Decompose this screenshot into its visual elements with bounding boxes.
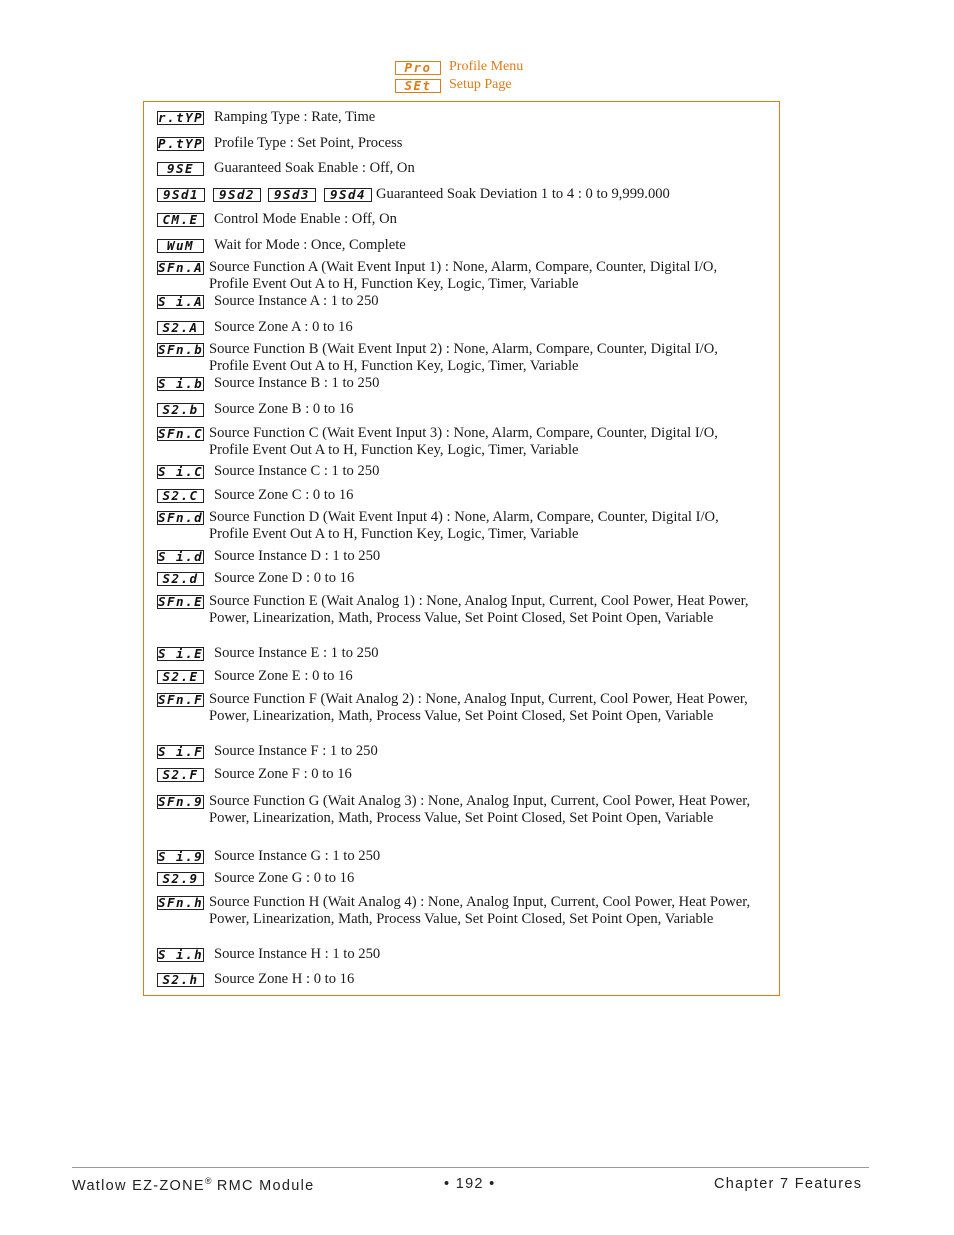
param-description: Source Zone H : 0 to 16 <box>214 971 355 987</box>
footer-divider <box>72 1167 869 1168</box>
lcd-code-icon: S2.b <box>157 403 204 417</box>
param-description: Source Function E (Wait Analog 1) : None, Analog Input, Current, Cool Power, Heat Power, Power, Linearization, Math, Process Value, Set Point Closed, Set Point Open, Variable <box>209 593 749 626</box>
lcd-code-icon: Pro <box>395 61 441 75</box>
param-description: Source Function H (Wait Analog 4) : None, Analog Input, Current, Cool Power, Heat Power, Power, Linearization, Math, Process Value, Set Point Closed, Set Point Open, Variable <box>209 894 751 927</box>
param-description: Guaranteed Soak Enable : Off, On <box>214 160 415 176</box>
lcd-code-icon: S2.d <box>157 572 204 586</box>
param-description: Source Zone F : 0 to 16 <box>214 766 352 782</box>
menu-legend <box>395 58 523 94</box>
lcd-code-icon: SFn.F <box>158 692 204 707</box>
param-description: Source Instance B : 1 to 250 <box>214 375 380 391</box>
lcd-code-icon: SFn.C <box>158 426 204 441</box>
registered-mark: ® <box>204 1176 212 1186</box>
param-description: Source Instance D : 1 to 250 <box>214 548 381 564</box>
lcd-code-icon: S i.b <box>158 376 204 391</box>
footer-chapter: Chapter 7 Features <box>714 1176 863 1192</box>
param-description: Profile Type : Set Point, Process <box>214 135 403 151</box>
param-description: Control Mode Enable : Off, On <box>214 211 397 227</box>
param-description: Source Function B (Wait Event Input 2) : None, Alarm, Compare, Counter, Digital I/O, Profile Event Out A to H, Function Key, Logic, Timer, Variable <box>209 341 718 374</box>
param-description: Source Function C (Wait Event Input 3) : None, Alarm, Compare, Counter, Digital I/O, Profile Event Out A to H, Function Key, Logic, Timer, Variable <box>209 425 718 458</box>
lcd-code-icon: 9Sd3 <box>268 188 316 202</box>
legend-label: Profile Menu <box>449 59 524 74</box>
lcd-code-icon: S i.9 <box>158 849 204 864</box>
legend-label: Setup Page <box>449 77 512 92</box>
legend-profile-menu <box>395 58 523 76</box>
lcd-code-icon: SFn.E <box>158 594 204 609</box>
param-description: Source Zone G : 0 to 16 <box>214 870 355 886</box>
param-description: Source Instance A : 1 to 250 <box>214 293 379 309</box>
lcd-code-icon: S2.C <box>157 489 204 503</box>
param-description: Source Zone C : 0 to 16 <box>214 487 354 503</box>
lcd-code-icon: S2.F <box>157 768 204 782</box>
lcd-code-icon: S i.A <box>158 294 204 309</box>
lcd-code-icon: S i.E <box>158 646 204 661</box>
lcd-code-icon: 9Sd2 <box>213 188 261 202</box>
lcd-code-icon: S i.C <box>158 464 204 479</box>
param-description: Source Zone E : 0 to 16 <box>214 668 353 684</box>
lcd-code-icon: 9Sd1 <box>157 188 205 202</box>
lcd-code-icon: SFn.h <box>158 895 204 910</box>
lcd-code-icon: SFn.9 <box>158 794 204 809</box>
lcd-code-icon: S2.E <box>157 670 204 684</box>
param-description: Ramping Type : Rate, Time <box>214 109 376 125</box>
param-description: Source Function A (Wait Event Input 1) : None, Alarm, Compare, Counter, Digital I/O, Profile Event Out A to H, Function Key, Logic, Timer, Variable <box>209 259 718 292</box>
lcd-code-icon: S i.d <box>158 549 204 564</box>
lcd-code-icon: 9Sd4 <box>324 188 372 202</box>
param-description: Source Instance C : 1 to 250 <box>214 463 380 479</box>
param-description: Source Instance G : 1 to 250 <box>214 848 381 864</box>
lcd-code-icon: SEt <box>395 79 441 93</box>
lcd-code-icon: S2.9 <box>157 872 204 886</box>
lcd-code-icon: S i.h <box>158 947 204 962</box>
param-description: Source Function G (Wait Analog 3) : None, Analog Input, Current, Cool Power, Heat Power, Power, Linearization, Math, Process Value, Set Point Closed, Set Point Open, Variable <box>209 793 751 826</box>
lcd-code-icon: WuM <box>157 239 204 253</box>
param-description: Source Function F (Wait Analog 2) : None, Analog Input, Current, Cool Power, Heat Power, Power, Linearization, Math, Process Value, Set Point Closed, Set Point Open, Variable <box>209 691 748 724</box>
param-description: Wait for Mode : Once, Complete <box>214 237 406 253</box>
param-description: Source Instance E : 1 to 250 <box>214 645 379 661</box>
lcd-code-icon: S2.h <box>157 973 204 987</box>
param-description: Source Zone A : 0 to 16 <box>214 319 353 335</box>
param-description: Source Instance H : 1 to 250 <box>214 946 381 962</box>
lcd-code-icon: SFn.A <box>158 260 204 275</box>
page-number: • 192 • <box>444 1176 496 1192</box>
lcd-code-icon: SFn.b <box>158 342 204 357</box>
lcd-code-icon: S i.F <box>158 744 204 759</box>
param-description: Guaranteed Soak Deviation 1 to 4 : 0 to 9,999.000 <box>376 186 670 202</box>
lcd-code-icon: CM.E <box>157 213 204 227</box>
legend-setup-page <box>395 76 523 94</box>
param-description: Source Function D (Wait Event Input 4) : None, Alarm, Compare, Counter, Digital I/O, Profile Event Out A to H, Function Key, Logic, Timer, Variable <box>209 509 719 542</box>
lcd-code-icon: SFn.d <box>158 510 204 525</box>
param-description: Source Instance F : 1 to 250 <box>214 743 378 759</box>
param-description: Source Zone D : 0 to 16 <box>214 570 355 586</box>
footer-product-suffix: RMC Module <box>211 1177 315 1194</box>
lcd-code-icon: P.tYP <box>158 136 204 151</box>
lcd-code-icon: 9SE <box>157 162 204 176</box>
footer-product <box>72 1176 314 1194</box>
lcd-code-icon: r.tYP <box>158 110 204 125</box>
footer-product-name: Watlow EZ-ZONE <box>72 1177 205 1194</box>
lcd-code-icon: S2.A <box>157 321 204 335</box>
param-description: Source Zone B : 0 to 16 <box>214 401 354 417</box>
